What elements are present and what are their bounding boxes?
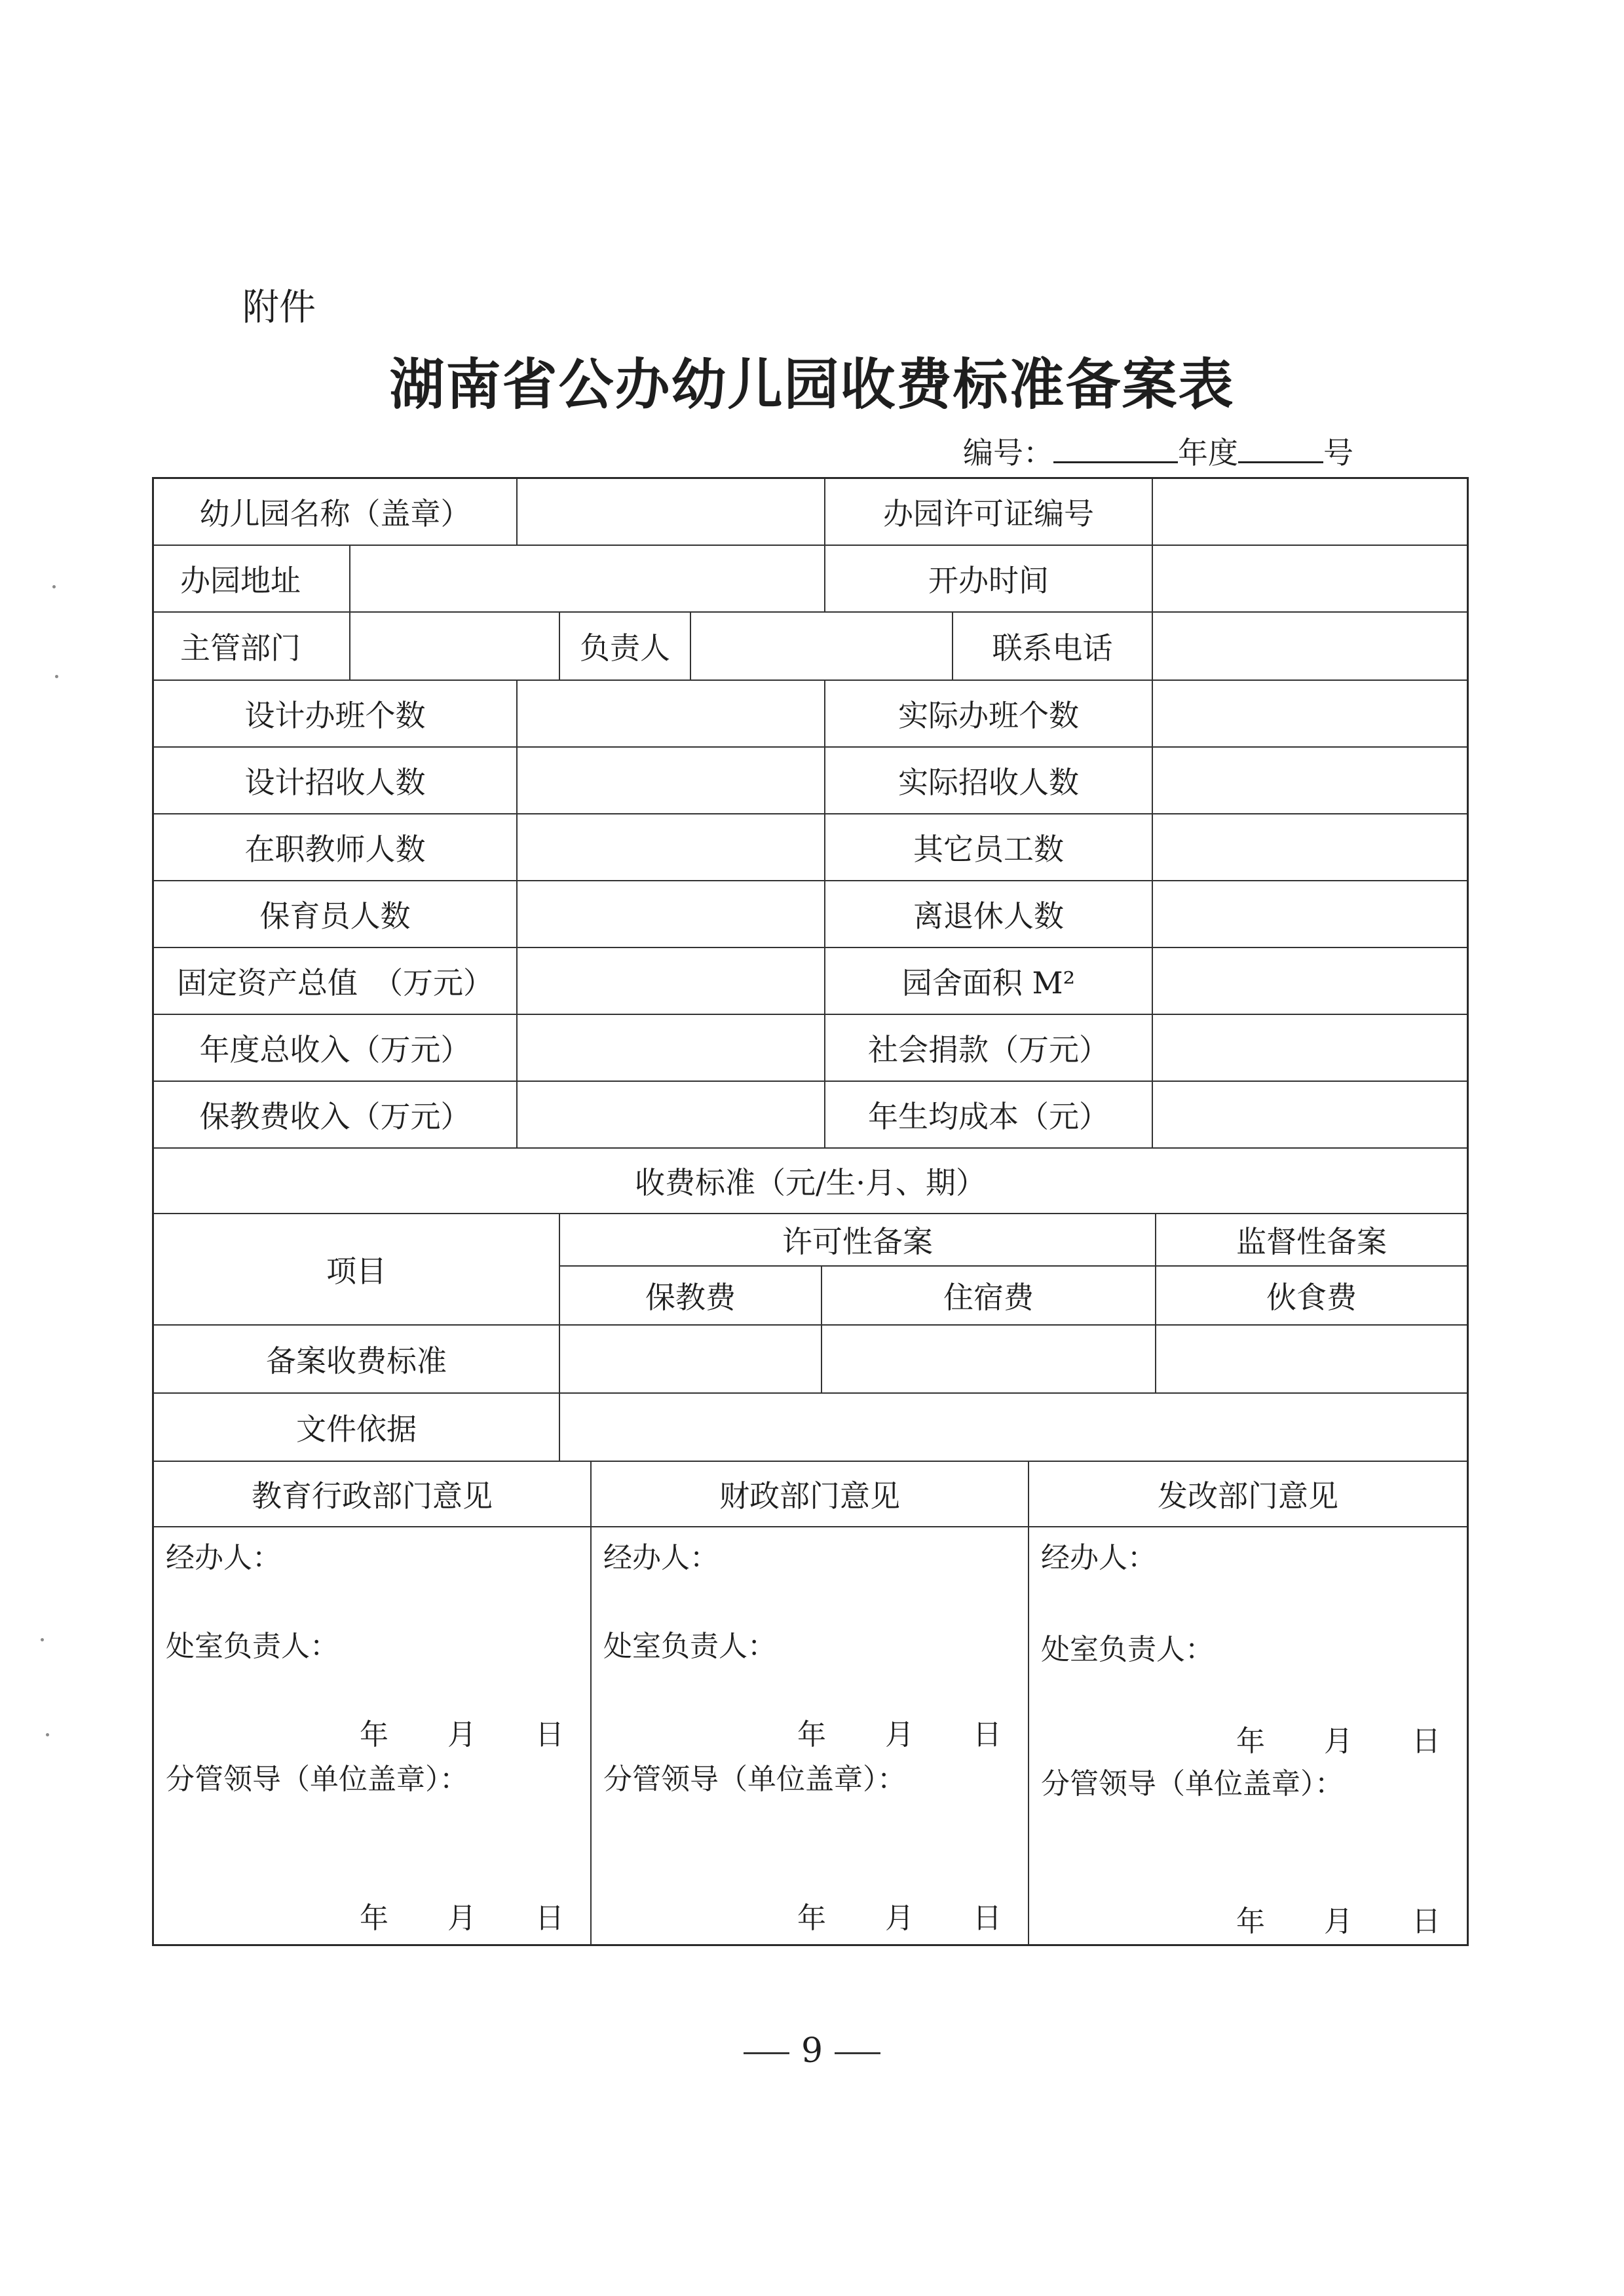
finance-opinion-header: 财政部门意见	[592, 1462, 1029, 1527]
stat-right-field[interactable]	[1153, 748, 1467, 814]
number-seq-blank	[1238, 435, 1323, 463]
phone-label: 联系电话	[953, 613, 1153, 681]
page-number	[0, 2031, 1624, 2071]
licensed-filing-header: 许可性备案	[560, 1214, 1156, 1267]
open-time-field[interactable]	[1153, 546, 1467, 613]
page-number-value: 9	[801, 2031, 823, 2071]
filing-form	[152, 477, 1469, 1946]
number-suffix: 号	[1323, 435, 1353, 470]
stat-left-label: 年度总收入（万元）	[154, 1015, 518, 1082]
stat-right-field[interactable]	[1153, 1082, 1467, 1149]
authority-label: 主管部门	[154, 613, 350, 681]
handler-label: 经办人：	[603, 1541, 719, 1575]
stat-left-field[interactable]	[518, 1015, 825, 1082]
scan-speck	[52, 585, 56, 588]
page-number-dash	[835, 2052, 880, 2054]
open-time-label: 开办时间	[825, 546, 1153, 613]
item-header: 项目	[154, 1214, 560, 1326]
document-basis-field[interactable]	[560, 1394, 1467, 1462]
stat-right-label: 离退休人数	[825, 881, 1153, 948]
address-label: 办园地址	[154, 546, 350, 613]
stat-right-field[interactable]	[1153, 681, 1467, 748]
office-head-label: 处室负责人：	[166, 1630, 339, 1663]
date-line: 年 月 日	[1236, 1725, 1441, 1758]
date-line: 年 月 日	[360, 1718, 564, 1751]
scan-speck	[46, 1733, 49, 1736]
stat-left-field[interactable]	[518, 948, 825, 1015]
stat-left-label: 在职教师人数	[154, 814, 518, 881]
accommodation-field[interactable]	[822, 1326, 1156, 1394]
stat-right-label: 年生均成本（元）	[825, 1082, 1153, 1149]
development-opinion-box[interactable]	[1029, 1527, 1467, 1944]
scan-speck	[41, 1638, 44, 1641]
kindergarten-name-field[interactable]	[518, 479, 825, 546]
stat-right-field[interactable]	[1153, 881, 1467, 948]
kindergarten-name-label: 幼儿园名称（盖章）	[154, 479, 518, 546]
leader-label: 分管领导（单位盖章）：	[603, 1763, 906, 1796]
leader-label: 分管领导（单位盖章）：	[1041, 1767, 1344, 1801]
handler-label: 经办人：	[166, 1541, 281, 1575]
stat-right-label: 园舍面积 M²	[825, 948, 1153, 1015]
stat-left-field[interactable]	[518, 681, 825, 748]
office-head-label: 处室负责人：	[603, 1630, 776, 1663]
page-title: 湖南省公办幼儿园收费标准备案表	[389, 352, 1235, 417]
stat-right-field[interactable]	[1153, 1015, 1467, 1082]
stat-left-field[interactable]	[518, 814, 825, 881]
fee-standard-heading: 收费标准（元/生·月、期）	[154, 1149, 1467, 1214]
stat-right-label: 其它员工数	[825, 814, 1153, 881]
address-field[interactable]	[350, 546, 825, 613]
page-number-dash	[744, 2052, 789, 2054]
date-line: 年 月 日	[360, 1902, 564, 1935]
license-no-label: 办园许可证编号	[825, 479, 1153, 546]
stat-right-label: 实际招收人数	[825, 748, 1153, 814]
tuition-field[interactable]	[560, 1326, 822, 1394]
stat-left-label: 设计办班个数	[154, 681, 518, 748]
tuition-header: 保教费	[560, 1267, 822, 1326]
education-opinion-header: 教育行政部门意见	[154, 1462, 592, 1527]
stat-right-field[interactable]	[1153, 948, 1467, 1015]
stat-right-field[interactable]	[1153, 814, 1467, 881]
stat-right-label: 实际办班个数	[825, 681, 1153, 748]
accommodation-header: 住宿费	[822, 1267, 1156, 1326]
annex-label: 附件	[242, 286, 316, 329]
office-head-label: 处室负责人：	[1041, 1633, 1214, 1666]
form-number-line	[963, 429, 1353, 472]
stat-left-label: 设计招收人数	[154, 748, 518, 814]
person-in-charge-label: 负责人	[560, 613, 691, 681]
date-line: 年 月 日	[797, 1718, 1002, 1751]
document-basis-label: 文件依据	[154, 1394, 560, 1462]
supervised-filing-header: 监督性备案	[1156, 1214, 1467, 1267]
stat-left-label: 保育员人数	[154, 881, 518, 948]
meals-header: 伙食费	[1156, 1267, 1467, 1326]
person-in-charge-field[interactable]	[691, 613, 953, 681]
license-no-field[interactable]	[1153, 479, 1467, 546]
date-line: 年 月 日	[797, 1902, 1002, 1935]
stat-left-field[interactable]	[518, 881, 825, 948]
number-blank	[1053, 435, 1178, 463]
handler-label: 经办人：	[1041, 1541, 1156, 1575]
stat-left-field[interactable]	[518, 748, 825, 814]
education-opinion-box[interactable]	[154, 1527, 592, 1944]
date-line: 年 月 日	[1236, 1905, 1441, 1938]
development-opinion-header: 发改部门意见	[1029, 1462, 1467, 1527]
number-prefix: 编号：	[963, 435, 1053, 470]
filed-standard-label: 备案收费标准	[154, 1326, 560, 1394]
authority-field[interactable]	[350, 613, 560, 681]
leader-label: 分管领导（单位盖章）：	[166, 1763, 468, 1796]
phone-field[interactable]	[1153, 613, 1467, 681]
number-year-label: 年度	[1178, 435, 1238, 470]
stat-left-label: 固定资产总值 （万元）	[154, 948, 518, 1015]
finance-opinion-box[interactable]	[592, 1527, 1029, 1944]
scan-speck	[55, 675, 58, 678]
stat-left-label: 保教费收入（万元）	[154, 1082, 518, 1149]
stat-right-label: 社会捐款（万元）	[825, 1015, 1153, 1082]
stat-left-field[interactable]	[518, 1082, 825, 1149]
meals-field[interactable]	[1156, 1326, 1467, 1394]
